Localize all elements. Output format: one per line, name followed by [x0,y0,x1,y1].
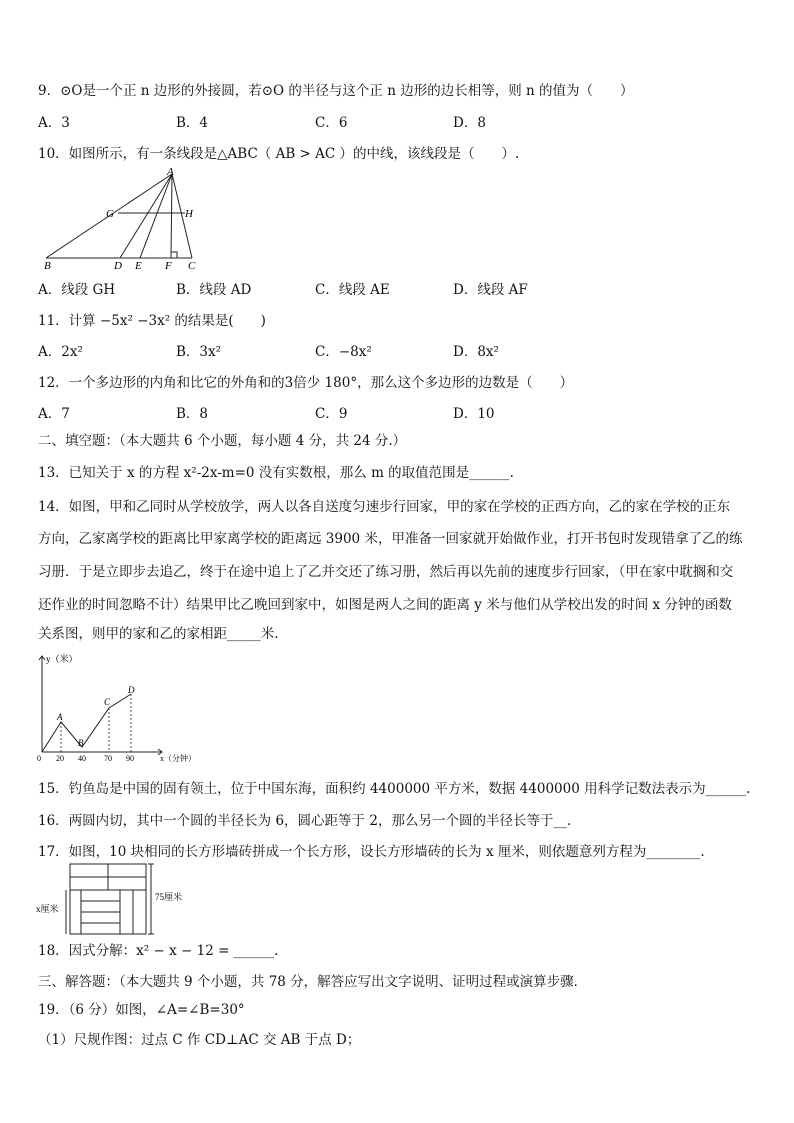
q18-stem: 18．因式分解：x² − x − 12 = ______. [38,943,279,959]
q11-stem: 11．计算 −5x² −3x² 的结果是( ) [38,313,266,329]
q10-option-c: C．线段 AE [315,282,390,298]
q17-left-label: x厘米 [36,904,59,914]
q9-option-c: C．6 [315,115,348,131]
q9-option-a: A．3 [38,115,70,131]
q17-bricks-figure [34,860,194,938]
q14-x-axis-label: x（分钟） [160,754,196,763]
q14-point-a: A [57,712,63,722]
q10-option-d: D．线段 AF [453,282,528,298]
q14-line-1: 14．如图，甲和乙同时从学校放学，两人以各自送度匀速步行回家，甲的家在学校的正西方向，乙的家在学校的正东 [38,499,731,515]
section-2-heading: 二、填空题：（本大题共 6 个小题，每小题 4 分，共 24 分.） [38,433,407,449]
q14-line-5: 关系图，则甲的家和乙的家相距_____米. [38,626,279,642]
q14-x-tick: 90 [126,754,134,763]
q14-x-tick: 40 [78,754,86,763]
q16-stem: 16．两圆内切，其中一个圆的半径长为 6，圆心距等于 2，那么另一个圆的半径长等于__. [38,813,572,829]
q10-triangle-figure [38,166,208,274]
q10-label-f: F [165,260,172,272]
q14-x-tick: 20 [56,754,64,763]
q14-line-3: 习册．于是立即步去追乙，终于在途中追上了乙并交还了练习册，然后再以先前的速度步行回家，（甲在家中耽搁和交 [38,564,734,580]
q14-point-c: C [104,697,111,707]
q14-distance-time-graph [34,650,214,768]
q12-stem: 12．一个多边形的内角和比它的外角和的3倍少 180°，那么这个多边形的边数是（ ） [38,375,574,391]
q11-option-a: A．2x² [38,344,83,360]
q14-x-tick: 70 [104,754,112,763]
q10-label-c: C [188,260,196,272]
q14-line-4: 还作业的时间忽略不计）结果甲比乙晚回到家中，如图是两人之间的距离 y 米与他们从学校出发的时间 x 分钟的函数 [38,597,732,613]
q10-label-e: E [135,260,142,272]
q19-stem: 19．（6 分）如图，∠A=∠B=30° [38,1002,245,1018]
q12-option-c: C．9 [315,406,348,422]
q9-option-b: B．4 [176,115,209,131]
q19-part-1: （1）尺规作图：过点 C 作 CD⊥AC 交 AB 于点 D； [38,1032,361,1048]
q10-option-b: B．线段 AD [176,282,252,298]
q15-stem: 15．钓鱼岛是中国的固有领土，位于中国东海，面积约 4400000 平方米，数据 4400000 用科学记数法表示为______. [38,781,751,797]
q14-origin-label: 0 [37,754,41,763]
q13-stem: 13．已知关于 x 的方程 x²-2x-m=0 没有实数根，那么 m 的取值范围是______. [38,465,514,481]
q10-option-a: A．线段 GH [38,282,116,298]
q12-option-b: B．8 [176,406,209,422]
q11-option-b: B．3x² [176,344,222,360]
q17-right-label: 75厘米 [155,892,183,902]
q10-label-d: D [114,260,122,272]
q12-option-d: D．10 [453,406,495,422]
q10-stem: 10．如图所示，有一条线段是△ABC（ AB > AC ）的中线，该线段是（ ）. [38,146,520,162]
q14-point-d: D [128,685,135,695]
q14-line-2: 方向，乙家离学校的距离比甲家离学校的距离远 3900 米，甲准备一回家就开始做作业，打开书包时发现错拿了乙的练 [38,531,743,547]
q11-option-c: C．−8x² [315,344,372,360]
section-3-heading: 三、解答题：（本大题共 9 个小题，共 78 分，解答应写出文字说明、证明过程或演算步骤． [38,974,588,990]
q17-stem: 17．如图，10 块相同的长方形墙砖拼成一个长方形，设长方形墙砖的长为 x 厘米，则依题意列方程为________. [38,844,705,860]
q14-point-b: B [78,738,84,748]
q14-y-axis-label: y（米） [46,654,78,664]
q10-label-b: B [44,260,51,272]
q9-option-d: D．8 [453,115,486,131]
q9-stem: 9．⊙O是一个正 n 边形的外接圆，若⊙O 的半径与这个正 n 边形的边长相等，则 n 的值为（ ） [38,83,634,99]
q10-label-h: H [185,208,193,220]
q11-option-d: D．8x² [453,344,499,360]
q10-label-a: A [167,166,174,178]
q12-option-a: A．7 [38,406,70,422]
q10-label-g: G [106,208,114,220]
